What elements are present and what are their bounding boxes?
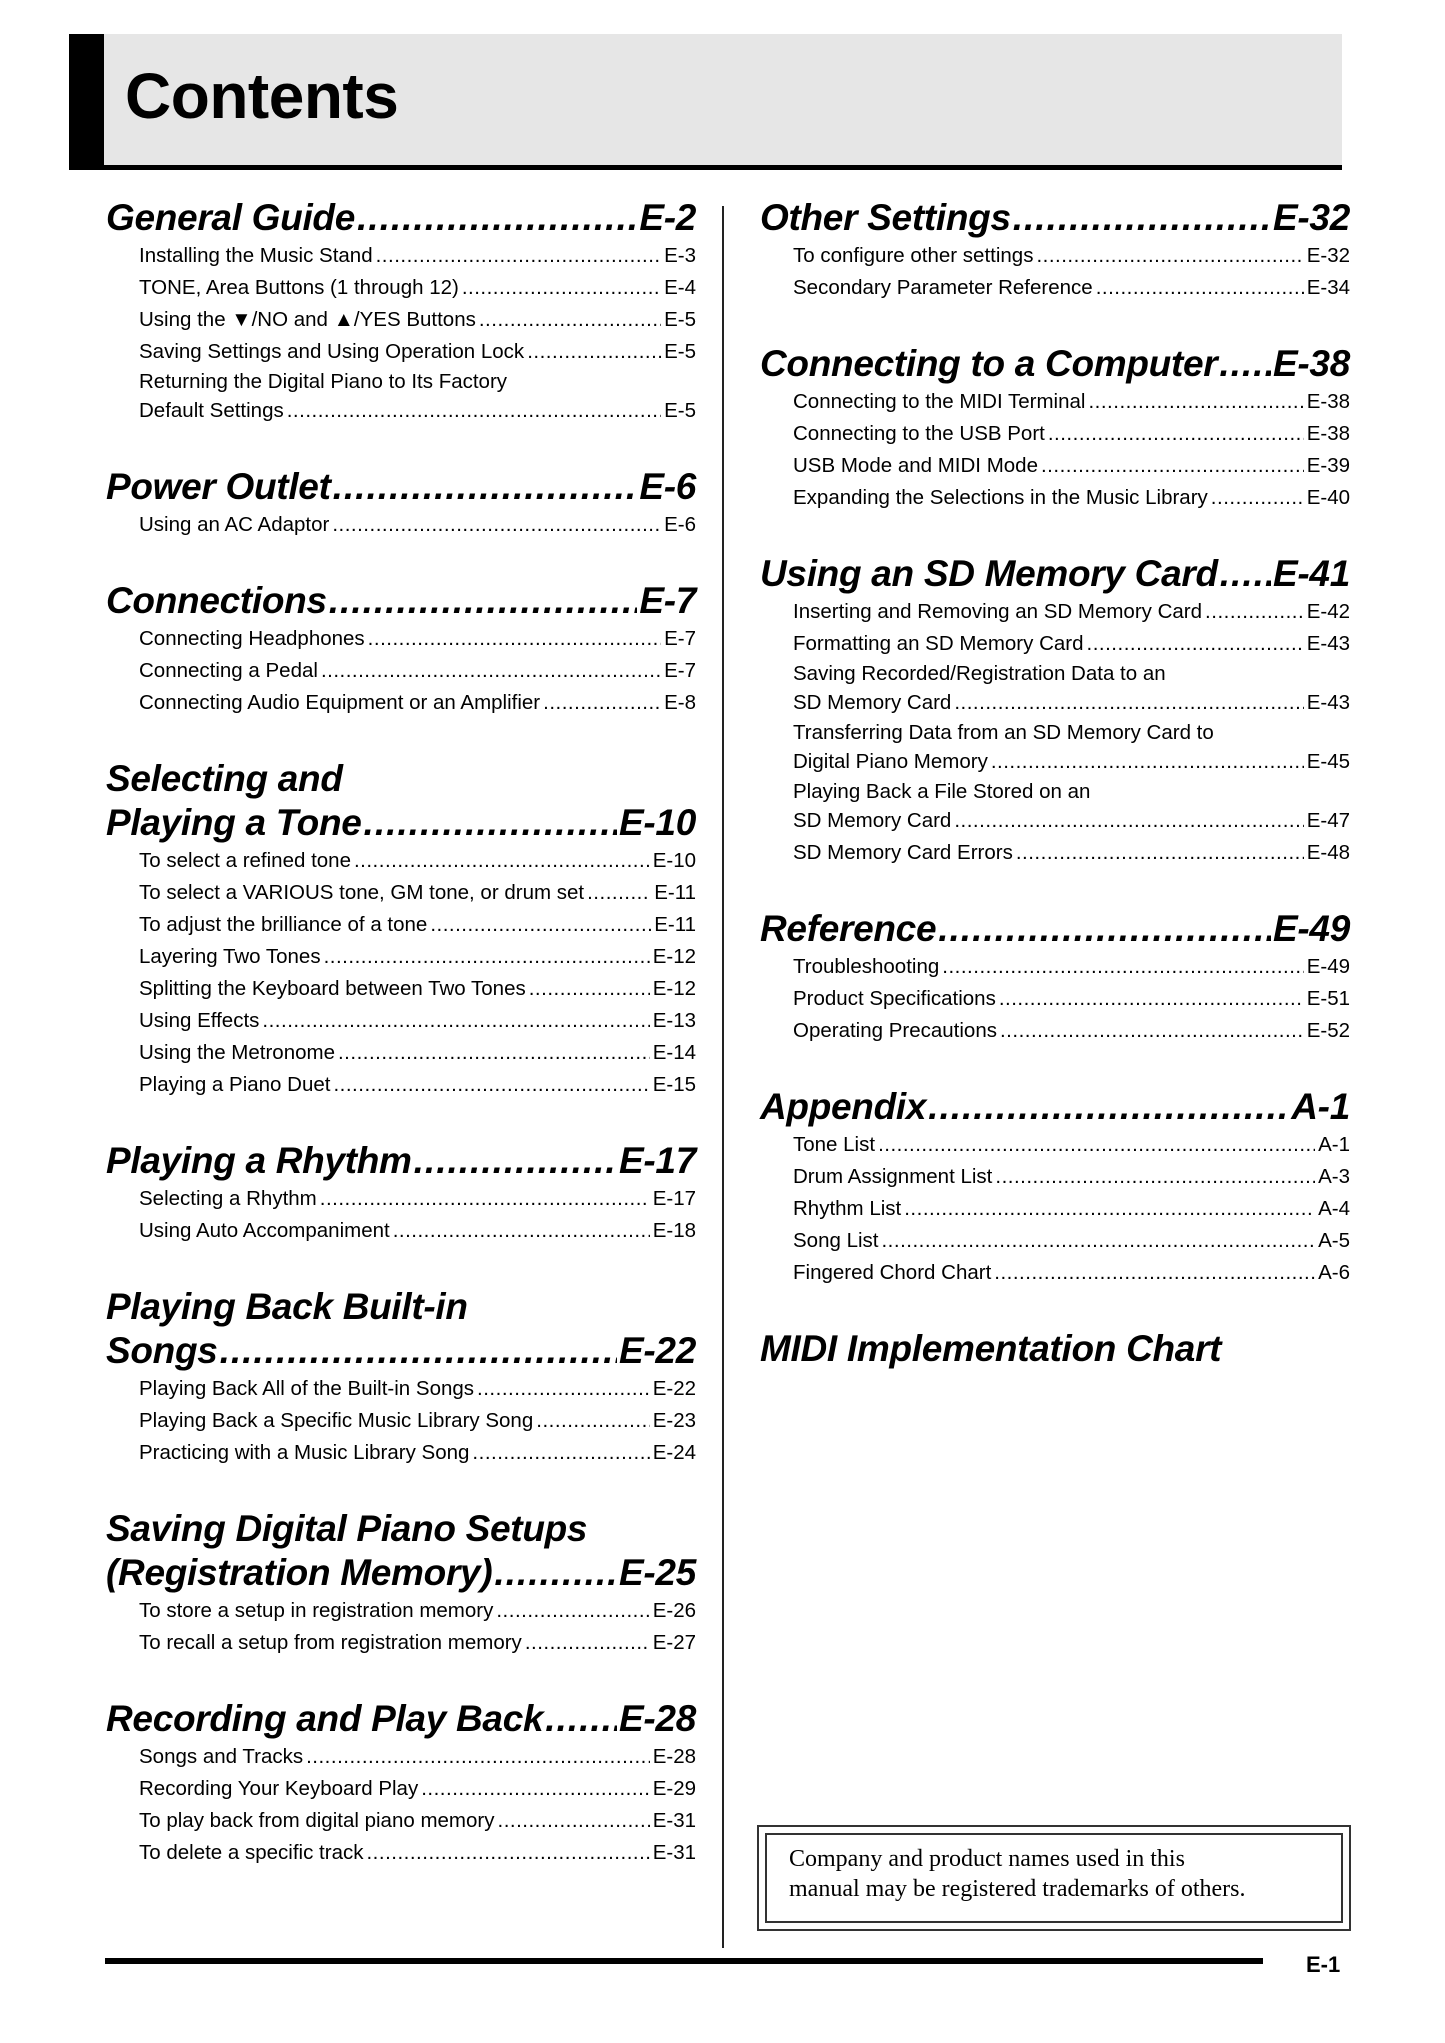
toc-item-formatting-an-sd-memory-card[interactable] xyxy=(793,628,1350,660)
dot-leader xyxy=(878,1129,1315,1161)
dot-leader xyxy=(1088,386,1303,418)
section-title-text: Appendix xyxy=(760,1086,927,1127)
dot-leader xyxy=(324,941,650,973)
section-title[interactable] xyxy=(106,1139,696,1183)
toc-item-page-ref: E-49 xyxy=(1306,955,1350,978)
toc-item-default-settings[interactable] xyxy=(139,395,696,427)
toc-item-secondary-parameter-reference[interactable] xyxy=(793,272,1350,304)
toc-item-page-ref: E-3 xyxy=(664,244,696,267)
toc-item-page-ref: E-51 xyxy=(1306,987,1350,1010)
toc-right-column xyxy=(760,196,1350,1409)
toc-item-list xyxy=(760,1129,1350,1289)
toc-item-label: SD Memory Card xyxy=(793,691,952,714)
column-divider xyxy=(722,206,724,1948)
toc-item-page-ref: E-4 xyxy=(664,276,696,299)
toc-item-label: Song List xyxy=(793,1229,879,1252)
toc-item-connecting-headphones[interactable] xyxy=(139,623,696,655)
toc-item-selecting-a-rhythm[interactable] xyxy=(139,1183,696,1215)
toc-section-using-an-sd-memory-card xyxy=(760,552,1350,869)
toc-item-label: Tone List xyxy=(793,1133,876,1156)
dot-leader xyxy=(1013,196,1271,240)
toc-item-page-ref: E-22 xyxy=(652,1377,696,1400)
toc-item-label: Practicing with a Music Library Song xyxy=(139,1441,470,1464)
toc-item-line-1[interactable]: Saving Recorded/Registration Data to an xyxy=(793,662,1166,685)
dot-leader xyxy=(954,805,1303,837)
toc-item-label: To store a setup in registration memory xyxy=(139,1599,494,1622)
toc-item-to-delete-a-specific-track[interactable] xyxy=(139,1837,696,1869)
section-title-text: (Registration Memory) xyxy=(106,1552,493,1593)
toc-item-label: Connecting a Pedal xyxy=(139,659,318,682)
toc-item-page-ref: E-42 xyxy=(1306,600,1350,623)
toc-item-using-an-ac-adaptor[interactable] xyxy=(139,509,696,541)
toc-item-page-ref: E-24 xyxy=(652,1441,696,1464)
section-page-ref: E-38 xyxy=(1273,343,1350,384)
section-page-ref: E-41 xyxy=(1273,553,1350,594)
dot-leader xyxy=(287,395,661,427)
toc-section-power-outlet xyxy=(106,465,696,541)
toc-section-connections xyxy=(106,579,696,719)
toc-item-label: To delete a specific track xyxy=(139,1841,364,1864)
toc-item-page-ref: E-17 xyxy=(652,1187,696,1210)
dot-leader xyxy=(1000,1015,1304,1047)
toc-item-to-recall-a-setup-from-registration-memory[interactable] xyxy=(139,1627,696,1659)
contents-header-bar xyxy=(69,34,1342,170)
section-title-text: Recording and Play Back xyxy=(106,1698,544,1739)
dot-leader xyxy=(321,655,661,687)
page-title: Contents xyxy=(125,60,399,132)
toc-item-page-ref: E-32 xyxy=(1306,244,1350,267)
toc-item-expanding-the-selections-in-the-music-library[interactable] xyxy=(793,482,1350,514)
toc-item-sd-memory-card-errors[interactable] xyxy=(793,837,1350,869)
toc-item-list xyxy=(106,845,696,1101)
dot-leader xyxy=(462,272,661,304)
toc-item-label: Recording Your Keyboard Play xyxy=(139,1777,419,1800)
toc-item-page-ref: E-38 xyxy=(1306,390,1350,413)
toc-item-page-ref: A-5 xyxy=(1318,1229,1350,1252)
toc-item-page-ref: E-40 xyxy=(1306,486,1350,509)
dot-leader xyxy=(498,1805,650,1837)
toc-section-recording-and-play-back xyxy=(106,1697,696,1869)
toc-item-rhythm-list[interactable] xyxy=(793,1193,1350,1225)
toc-item-saving-settings-and-using-operation-lock[interactable] xyxy=(139,336,696,368)
section-title-text: Connections xyxy=(106,580,327,621)
toc-item-tone-list[interactable] xyxy=(793,1129,1350,1161)
toc-item-drum-assignment-list[interactable] xyxy=(793,1161,1350,1193)
section-title-text: Power Outlet xyxy=(106,466,331,507)
dot-leader xyxy=(529,973,650,1005)
toc-item-list xyxy=(106,1183,696,1247)
section-title-text: Using an SD Memory Card xyxy=(760,553,1218,594)
toc-item-layering-two-tones[interactable] xyxy=(139,941,696,973)
toc-section-midi-implementation-chart xyxy=(760,1327,1350,1371)
section-page-ref: E-32 xyxy=(1273,197,1350,238)
section-title[interactable] xyxy=(760,552,1350,596)
toc-item-troubleshooting[interactable] xyxy=(793,951,1350,983)
toc-item-to-store-a-setup-in-registration-memory[interactable] xyxy=(139,1595,696,1627)
toc-item-sd-memory-card[interactable] xyxy=(793,805,1350,837)
toc-item-label: Drum Assignment List xyxy=(793,1165,993,1188)
toc-item-label: To select a VARIOUS tone, GM tone, or drum set xyxy=(139,881,585,904)
dot-leader xyxy=(1211,482,1304,514)
toc-item-page-ref: E-47 xyxy=(1306,809,1350,832)
toc-item-using-the-metronome[interactable] xyxy=(139,1037,696,1069)
dot-leader xyxy=(881,1225,1315,1257)
toc-item-page-ref: E-7 xyxy=(664,659,696,682)
section-page-ref: E-7 xyxy=(639,580,696,621)
dot-leader xyxy=(1041,450,1304,482)
dot-leader xyxy=(262,1005,649,1037)
toc-item-page-ref: E-48 xyxy=(1306,841,1350,864)
dot-leader xyxy=(1016,837,1304,869)
dot-leader xyxy=(543,687,661,719)
toc-item-label: Layering Two Tones xyxy=(139,945,321,968)
toc-item-label: Operating Precautions xyxy=(793,1019,997,1042)
toc-item-product-specifications[interactable] xyxy=(793,983,1350,1015)
dot-leader xyxy=(942,951,1303,983)
toc-item-page-ref: E-15 xyxy=(652,1073,696,1096)
toc-item-playing-back-a-specific-music-library-song[interactable] xyxy=(139,1405,696,1437)
dot-leader xyxy=(1087,628,1304,660)
toc-item-page-ref: A-1 xyxy=(1318,1133,1350,1156)
section-title-text: Playing a Tone xyxy=(106,802,362,843)
dot-leader xyxy=(368,623,661,655)
toc-item-page-ref: E-39 xyxy=(1306,454,1350,477)
toc-section-reference xyxy=(760,907,1350,1047)
dot-leader xyxy=(999,983,1304,1015)
toc-item-label: Secondary Parameter Reference xyxy=(793,276,1093,299)
toc-item-to-select-a-refined-tone[interactable] xyxy=(139,845,696,877)
toc-item-page-ref: E-26 xyxy=(652,1599,696,1622)
toc-section-other-settings xyxy=(760,196,1350,304)
toc-left-column xyxy=(106,196,696,1907)
dot-leader xyxy=(333,1069,649,1101)
section-page-ref: E-6 xyxy=(639,466,696,507)
toc-item-label: Playing a Piano Duet xyxy=(139,1073,331,1096)
dot-leader xyxy=(1205,596,1304,628)
section-title[interactable] xyxy=(760,907,1350,951)
toc-item-label: Default Settings xyxy=(139,399,284,422)
toc-item-using-auto-accompaniment[interactable] xyxy=(139,1215,696,1247)
toc-item-practicing-with-a-music-library-song[interactable] xyxy=(139,1437,696,1469)
section-title-line-1[interactable]: Selecting and xyxy=(106,758,343,799)
toc-item-sd-memory-card[interactable] xyxy=(793,687,1350,719)
toc-item-label: Fingered Chord Chart xyxy=(793,1261,992,1284)
dot-leader xyxy=(364,801,617,845)
dot-leader xyxy=(496,1595,649,1627)
toc-item-page-ref: E-38 xyxy=(1306,422,1350,445)
toc-item-connecting-audio-equipment-or-an-amplifier[interactable] xyxy=(139,687,696,719)
section-title[interactable] xyxy=(106,1551,696,1595)
toc-item-label: To recall a setup from registration memory xyxy=(139,1631,522,1654)
toc-item-label: Splitting the Keyboard between Two Tones xyxy=(139,977,526,1000)
section-title[interactable] xyxy=(760,1085,1350,1129)
toc-item-label: Using Effects xyxy=(139,1009,260,1032)
section-title[interactable] xyxy=(106,579,696,623)
toc-item-using-the-no-and-yes-buttons[interactable] xyxy=(139,304,696,336)
toc-section-connecting-to-a-computer xyxy=(760,342,1350,514)
dot-leader xyxy=(366,1837,649,1869)
dot-leader xyxy=(333,465,638,509)
toc-item-label: To play back from digital piano memory xyxy=(139,1809,495,1832)
toc-item-line-1[interactable]: Playing Back a File Stored on an xyxy=(793,780,1091,803)
toc-item-label: Product Specifications xyxy=(793,987,996,1010)
dot-leader xyxy=(1036,240,1303,272)
toc-item-label: Expanding the Selections in the Music Library xyxy=(793,486,1208,509)
toc-item-label: Connecting Audio Equipment or an Amplifier xyxy=(139,691,541,714)
toc-item-page-ref: E-27 xyxy=(652,1631,696,1654)
dot-leader xyxy=(479,304,661,336)
toc-item-connecting-a-pedal[interactable] xyxy=(139,655,696,687)
toc-item-usb-mode-and-midi-mode[interactable] xyxy=(793,450,1350,482)
toc-item-inserting-and-removing-an-sd-memory-card[interactable] xyxy=(793,596,1350,628)
dot-leader xyxy=(477,1373,650,1405)
toc-item-label: SD Memory Card Errors xyxy=(793,841,1013,864)
toc-item-splitting-the-keyboard-between-two-tones[interactable] xyxy=(139,973,696,1005)
toc-section-playing-a-rhythm xyxy=(106,1139,696,1247)
dot-leader xyxy=(354,845,650,877)
dot-leader xyxy=(1220,552,1271,596)
toc-item-line-1[interactable]: Returning the Digital Piano to Its Factory xyxy=(139,370,508,393)
dot-leader xyxy=(430,909,651,941)
toc-item-page-ref: E-45 xyxy=(1306,750,1350,773)
toc-item-page-ref: E-5 xyxy=(664,340,696,363)
toc-item-label: Connecting to the MIDI Terminal xyxy=(793,390,1086,413)
toc-item-page-ref: E-13 xyxy=(652,1009,696,1032)
section-title-text: Connecting to a Computer xyxy=(760,343,1218,384)
toc-item-playing-back-all-of-the-built-in-songs[interactable] xyxy=(139,1373,696,1405)
toc-item-list xyxy=(106,623,696,719)
toc-item-installing-the-music-stand[interactable] xyxy=(139,240,696,272)
toc-item-to-configure-other-settings[interactable] xyxy=(793,240,1350,272)
dot-leader xyxy=(994,1257,1315,1289)
section-title[interactable] xyxy=(106,196,696,240)
toc-item-label: Installing the Music Stand xyxy=(139,244,373,267)
dot-leader xyxy=(527,336,661,368)
dot-leader xyxy=(414,1139,617,1183)
toc-item-fingered-chord-chart[interactable] xyxy=(793,1257,1350,1289)
header-accent-block xyxy=(69,34,104,165)
section-page-ref: E-28 xyxy=(619,1698,696,1739)
toc-item-page-ref: E-34 xyxy=(1306,276,1350,299)
section-title[interactable] xyxy=(106,1697,696,1741)
section-title-text: Songs xyxy=(106,1330,218,1371)
dot-leader xyxy=(376,240,661,272)
toc-item-page-ref: E-5 xyxy=(664,399,696,422)
section-title[interactable] xyxy=(760,342,1350,386)
dot-leader xyxy=(472,1437,649,1469)
dot-leader xyxy=(545,1697,617,1741)
notice-line-1: Company and product names used in this xyxy=(789,1846,1185,1872)
toc-item-label: Inserting and Removing an SD Memory Card xyxy=(793,600,1203,623)
section-title[interactable] xyxy=(106,1329,696,1373)
section-page-ref: E-49 xyxy=(1273,908,1350,949)
section-title-text: General Guide xyxy=(106,197,356,238)
toc-item-label: Selecting a Rhythm xyxy=(139,1187,317,1210)
section-title[interactable] xyxy=(106,465,696,509)
toc-item-song-list[interactable] xyxy=(793,1225,1350,1257)
toc-item-list xyxy=(106,1595,696,1659)
toc-item-list xyxy=(760,386,1350,514)
section-title[interactable]: MIDI Implementation Chart xyxy=(760,1328,1222,1369)
toc-item-page-ref: E-12 xyxy=(652,977,696,1000)
dot-leader xyxy=(995,1161,1315,1193)
toc-item-playing-a-piano-duet[interactable] xyxy=(139,1069,696,1101)
toc-item-label: Connecting to the USB Port xyxy=(793,422,1045,445)
toc-item-list xyxy=(106,240,696,427)
section-page-ref: E-2 xyxy=(639,197,696,238)
footer-rule xyxy=(105,1958,1263,1964)
dot-leader xyxy=(954,687,1303,719)
toc-item-page-ref: E-10 xyxy=(652,849,696,872)
toc-item-page-ref: E-28 xyxy=(652,1745,696,1768)
section-title-text: Reference xyxy=(760,908,937,949)
toc-item-page-ref: E-6 xyxy=(664,513,696,536)
dot-leader xyxy=(306,1741,650,1773)
toc-item-list xyxy=(760,951,1350,1047)
toc-item-to-adjust-the-brilliance-of-a-tone[interactable] xyxy=(139,909,696,941)
dot-leader xyxy=(220,1329,617,1373)
dot-leader xyxy=(938,907,1271,951)
toc-item-label: Using the Metronome xyxy=(139,1041,335,1064)
toc-item-page-ref: E-12 xyxy=(652,945,696,968)
toc-item-label: Connecting Headphones xyxy=(139,627,365,650)
section-title[interactable] xyxy=(760,196,1350,240)
section-page-ref: E-17 xyxy=(619,1140,696,1181)
toc-item-to-select-a-various-tone-gm-tone-or-drum-set[interactable] xyxy=(139,877,696,909)
dot-leader xyxy=(928,1085,1289,1129)
toc-section-registration-memory xyxy=(106,1507,696,1659)
dot-leader xyxy=(1048,418,1304,450)
trademark-notice-box xyxy=(757,1825,1351,1931)
toc-item-list xyxy=(106,509,696,541)
toc-item-label: Saving Settings and Using Operation Lock xyxy=(139,340,525,363)
dot-leader xyxy=(991,746,1304,778)
toc-item-recording-your-keyboard-play[interactable] xyxy=(139,1773,696,1805)
toc-item-to-play-back-from-digital-piano-memory[interactable] xyxy=(139,1805,696,1837)
dot-leader xyxy=(329,579,638,623)
toc-section-songs xyxy=(106,1285,696,1469)
toc-item-list xyxy=(760,596,1350,869)
toc-item-label: Formatting an SD Memory Card xyxy=(793,632,1084,655)
toc-item-page-ref: E-31 xyxy=(652,1841,696,1864)
dot-leader xyxy=(904,1193,1315,1225)
toc-item-label: Songs and Tracks xyxy=(139,1745,304,1768)
toc-item-songs-and-tracks[interactable] xyxy=(139,1741,696,1773)
dot-leader xyxy=(1219,342,1271,386)
toc-item-label: Using Auto Accompaniment xyxy=(139,1219,390,1242)
toc-section-playing-a-tone xyxy=(106,757,696,1101)
dot-leader xyxy=(320,1183,650,1215)
toc-item-page-ref: E-5 xyxy=(664,308,696,331)
section-title[interactable] xyxy=(106,801,696,845)
toc-item-label: USB Mode and MIDI Mode xyxy=(793,454,1038,477)
toc-item-page-ref: E-23 xyxy=(652,1409,696,1432)
section-title-line-1[interactable]: Playing Back Built-in xyxy=(106,1286,468,1327)
section-page-ref: E-22 xyxy=(619,1330,696,1371)
toc-item-page-ref: E-31 xyxy=(652,1809,696,1832)
section-title-text: Other Settings xyxy=(760,197,1011,238)
toc-item-operating-precautions[interactable] xyxy=(793,1015,1350,1047)
toc-item-label: To select a refined tone xyxy=(139,849,351,872)
toc-item-page-ref: A-6 xyxy=(1318,1261,1350,1284)
toc-item-digital-piano-memory[interactable] xyxy=(793,746,1350,778)
toc-item-page-ref: E-11 xyxy=(654,881,696,904)
toc-item-label: SD Memory Card xyxy=(793,809,952,832)
toc-item-page-ref: E-8 xyxy=(664,691,696,714)
toc-item-list xyxy=(760,240,1350,304)
section-page-ref: A-1 xyxy=(1291,1086,1350,1127)
toc-item-connecting-to-the-usb-port[interactable] xyxy=(793,418,1350,450)
dot-leader xyxy=(357,196,637,240)
toc-item-using-effects[interactable] xyxy=(139,1005,696,1037)
dot-leader xyxy=(393,1215,650,1247)
toc-section-appendix xyxy=(760,1085,1350,1289)
page-number: E-1 xyxy=(1306,1952,1341,1977)
toc-item-page-ref: E-11 xyxy=(654,913,696,936)
dot-leader xyxy=(525,1627,650,1659)
toc-item-label: Rhythm List xyxy=(793,1197,902,1220)
section-page-ref: E-10 xyxy=(619,802,696,843)
notice-line-2: manual may be registered trademarks of others. xyxy=(789,1876,1246,1902)
toc-item-page-ref: E-52 xyxy=(1306,1019,1350,1042)
toc-item-page-ref: A-4 xyxy=(1318,1197,1350,1220)
trademark-notice-text xyxy=(789,1844,1329,1904)
toc-item-page-ref: E-7 xyxy=(664,627,696,650)
toc-item-tone-area-buttons-1-through-12[interactable] xyxy=(139,272,696,304)
toc-item-list xyxy=(106,1741,696,1869)
toc-item-page-ref: E-29 xyxy=(652,1777,696,1800)
section-title-text: Playing a Rhythm xyxy=(106,1140,412,1181)
dot-leader xyxy=(587,877,651,909)
toc-section-general-guide xyxy=(106,196,696,427)
toc-item-label: Using the ▼/NO and ▲/YES Buttons xyxy=(139,308,476,331)
dot-leader xyxy=(421,1773,649,1805)
toc-item-page-ref: E-43 xyxy=(1306,632,1350,655)
dot-leader xyxy=(494,1551,617,1595)
section-page-ref: E-25 xyxy=(619,1552,696,1593)
dot-leader xyxy=(332,509,661,541)
toc-item-page-ref: A-3 xyxy=(1318,1165,1350,1188)
toc-item-label: Playing Back All of the Built-in Songs xyxy=(139,1377,475,1400)
toc-item-label: To adjust the brilliance of a tone xyxy=(139,913,428,936)
dot-leader xyxy=(536,1405,649,1437)
toc-item-line-1[interactable]: Transferring Data from an SD Memory Card to xyxy=(793,721,1214,744)
toc-item-label: Using an AC Adaptor xyxy=(139,513,330,536)
toc-item-page-ref: E-43 xyxy=(1306,691,1350,714)
dot-leader xyxy=(1096,272,1304,304)
toc-item-label: To configure other settings xyxy=(793,244,1034,267)
toc-item-label: TONE, Area Buttons (1 through 12) xyxy=(139,276,459,299)
toc-item-connecting-to-the-midi-terminal[interactable] xyxy=(793,386,1350,418)
toc-item-list xyxy=(106,1373,696,1469)
toc-item-label: Digital Piano Memory xyxy=(793,750,988,773)
toc-item-page-ref: E-18 xyxy=(652,1219,696,1242)
toc-item-page-ref: E-14 xyxy=(652,1041,696,1064)
toc-item-label: Playing Back a Specific Music Library Song xyxy=(139,1409,534,1432)
section-title-line-1[interactable]: Saving Digital Piano Setups xyxy=(106,1508,588,1549)
toc-item-label: Troubleshooting xyxy=(793,955,940,978)
dot-leader xyxy=(338,1037,650,1069)
